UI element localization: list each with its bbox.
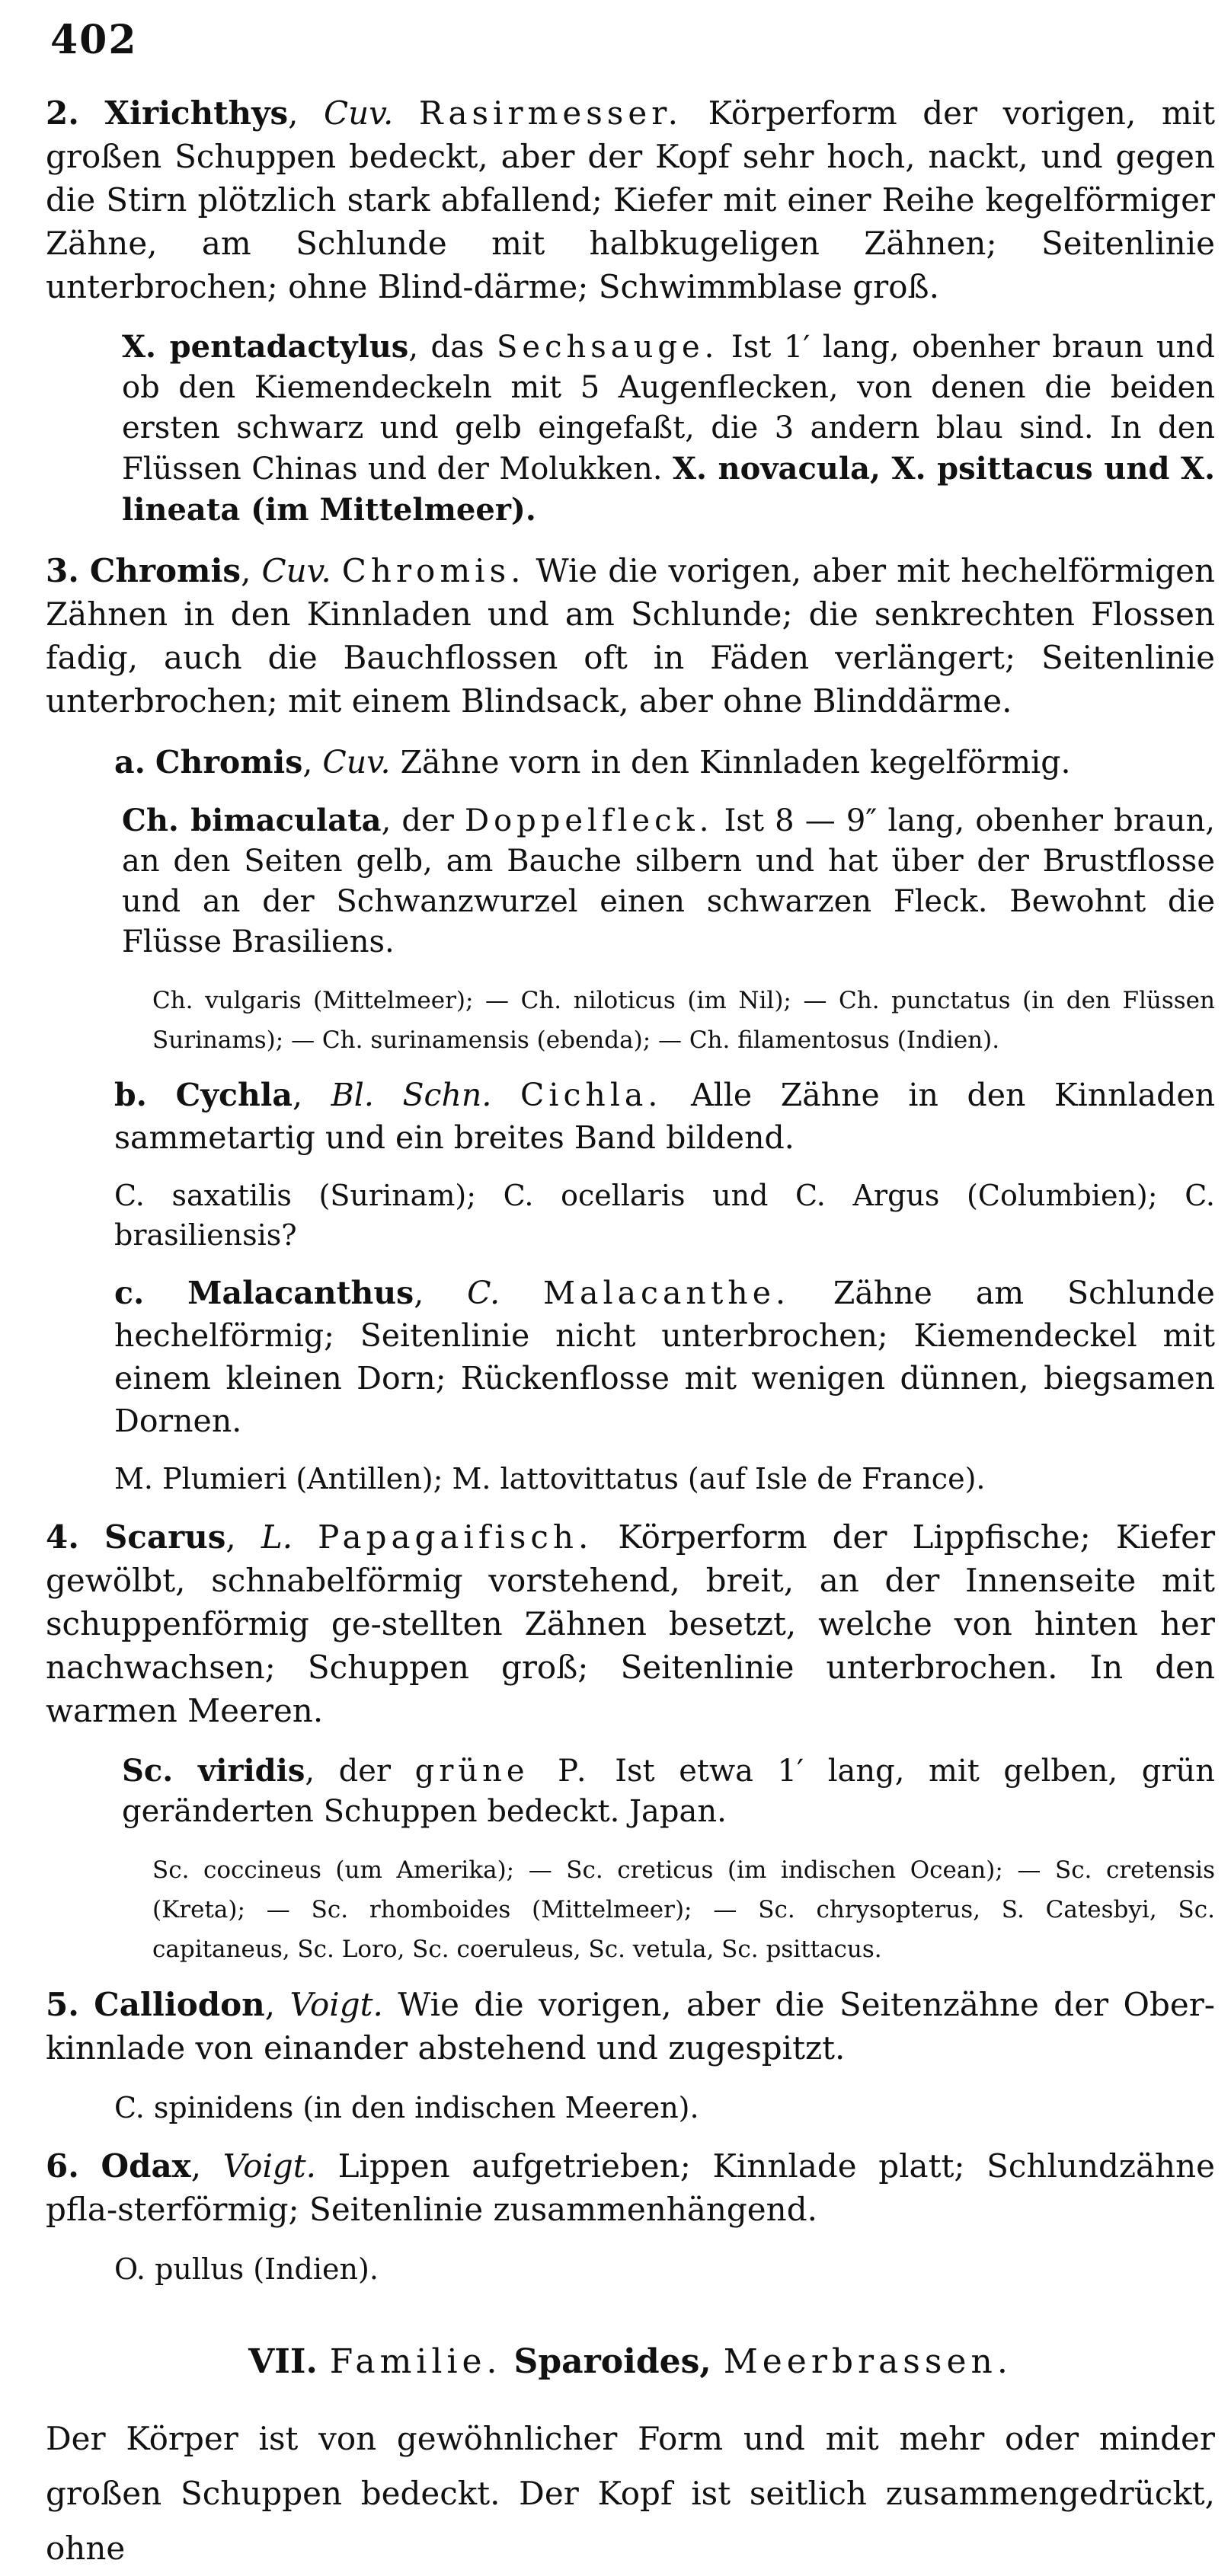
species-article: , der <box>305 1754 415 1789</box>
genus-number: 5. <box>46 1986 79 2023</box>
family-name: Sparoides, <box>513 2342 711 2381</box>
species-name: Sc. viridis <box>122 1753 305 1789</box>
subgenus-authority: Bl. Schn. <box>331 1077 492 1113</box>
genus-name: Scarus <box>104 1518 226 1556</box>
genus-description: Körperform der vorigen, mit großen Schuppen bedeckt, aber der Kopf sehr hoch, nackt, und gegen die Stirn plötzlich stark abfallend; Kiefer mit einer Reihe kegelförmiger Zähne, am Schlunde mit halbkugeligen Zähnen; Seitenlinie unterbrochen; ohne Blind-därme; Schwimmblase groß. <box>46 94 1215 305</box>
subgenus-authority: Cuv. <box>322 744 391 780</box>
subgenus-letter: a. <box>114 744 145 780</box>
subgenus-b-cychla: b. Cychla, Bl. Schn. Cichla. Alle Zähne in den Kinnladen sammetartig und ein breites Band bildend. <box>114 1077 1215 1156</box>
genus-authority: Cuv. <box>324 94 394 132</box>
family-description: Der Körper ist von gewöhnlicher Form und mit mehr oder minder großen Schuppen bedeckt. Der Kopf ist seitlich zusammengedrückt, ohne <box>46 2420 1215 2567</box>
genus-name: Chromis <box>89 552 241 589</box>
genus-common-name: Chromis. <box>341 552 526 589</box>
species-bimaculata <box>46 800 1215 962</box>
genus-number: 3. <box>46 552 79 589</box>
subgenus-description: Zähne am Schlunde hechelförmig; Seitenlinie nicht unterbrochen; Kiemendeckel mit einem kleinen Dorn; Rückenflosse mit wenigen dünnen, biegsamen Dornen. <box>114 1275 1215 1439</box>
genus-number: 2. <box>46 94 79 132</box>
species-article: , das <box>408 330 497 365</box>
page-content <box>46 91 1215 2576</box>
genus-odax: 6. Odax, Voigt. Lippen aufgetrieben; Kinnlade platt; Schlundzähne pfla-sterförmig; Seitenlinie zusammenhängend. <box>46 2147 1215 2228</box>
family-word: Familie. <box>329 2342 502 2381</box>
related-species: X. novacula, X. psittacus und X. lineata (im Mittelmeer). <box>122 451 1216 528</box>
genus-calliodon: 5. Calliodon, Voigt. Wie die vorigen, aber die Seitenzähne der Ober-kinnlade von einander abstehend und zugespitzt. <box>46 1986 1215 2067</box>
genus-common-name: Papagaifisch. <box>318 1518 593 1556</box>
species-pentadactylus <box>46 327 1215 531</box>
family-heading <box>46 2342 1215 2381</box>
genus-authority: Voigt. <box>289 1986 383 2023</box>
genus-scarus: 4. Scarus, L. Papagaifisch. Körperform der Lippfische; Kiefer gewölbt, schnabelförmig vorstehend, breit, an der Innenseite mit schuppenförmig ge-stellten Zähnen besetzt, welche von hinten her nachwachsen; Schuppen groß; Seitenlinie unterbrochen. In den warmen Meeren. <box>46 1518 1216 1729</box>
genus-number: 4. <box>46 1518 79 1556</box>
species-list-cychla: C. saxatilis (Surinam); C. ocellaris und C. Argus (Columbien); C. brasiliensis? <box>114 1179 1215 1252</box>
genus-common-name: Rasirmesser. <box>418 94 683 132</box>
subgenus-name: Cychla <box>175 1077 293 1113</box>
genus-authority: Cuv. <box>261 552 331 589</box>
genus-name: Xirichthys <box>104 94 289 132</box>
species-description: Ist etwa 1′ lang, mit gelben, grün geränderten Schuppen bedeckt. Japan. <box>122 1754 1216 1829</box>
species-name: X. pentadactylus <box>122 329 409 365</box>
subgenus-description: Zähne vorn in den Kinnladen kegelförmig. <box>400 744 1071 780</box>
subgenus-common-name: Malacanthe. <box>543 1275 791 1311</box>
subgenus-letter: b. <box>114 1077 147 1113</box>
subgenus-description: Alle Zähne in den Kinnladen sammetartig und ein breites Band bildend. <box>114 1077 1215 1156</box>
genus-authority: L. <box>261 1518 293 1556</box>
species-name: Ch. bimaculata <box>122 803 382 838</box>
species-article: , der <box>381 803 465 838</box>
family-common-name: Meerbrassen. <box>723 2342 1012 2381</box>
small-species-note-chromis: Ch. vulgaris (Mittelmeer); — Ch. niloticus (im Nil); — Ch. punctatus (in den Flüssen Surinams); — Ch. surinamensis (ebenda); — Ch. filamentosus (Indien). <box>152 987 1215 1054</box>
species-common-name: grüne P. <box>414 1754 591 1789</box>
family-number: VII. <box>248 2342 318 2381</box>
subgenus-common-name: Cichla. <box>520 1077 663 1113</box>
genus-name: Odax <box>101 2147 191 2185</box>
species-list-malacanthus: M. Plumieri (Antillen); M. lattovittatus (auf Isle de France). <box>114 1462 986 1495</box>
species-spinidens: C. spinidens (in den indischen Meeren). <box>114 2091 699 2124</box>
species-viridis <box>46 1751 1215 1832</box>
small-species-note-scarus: Sc. coccineus (um Amerika); — Sc. creticus (im indischen Ocean); — Sc. cretensis (Kreta); — Sc. rhomboides (Mittelmeer); — Sc. chrysopterus, S. Catesbyi, Sc. capitaneus, Sc. Loro, Sc. coeruleus, Sc. vetula, Sc. psittacus. <box>152 1856 1215 1963</box>
genus-number: 6. <box>46 2147 79 2185</box>
genus-name: Calliodon <box>94 1986 265 2023</box>
species-common-name: Sechsauge. <box>497 330 719 365</box>
species-common-name: Doppelfleck. <box>465 803 714 838</box>
genus-xirichthys: 2. Xirichthys, Cuv. Rasirmesser. Körperform der vorigen, mit großen Schuppen bedeckt, aber der Kopf sehr hoch, nackt, und gegen die Stirn plötzlich stark abfallend; Kiefer mit einer Reihe kegelförmiger Zähne, am Schlunde mit halbkugeligen Zähnen; Seitenlinie unterbrochen; ohne Blind-därme; Schwimmblase groß. <box>46 94 1215 305</box>
genus-description: Wie die vorigen, aber mit hechelförmigen Zähnen in den Kinnladen und am Schlunde; die senkrechten Flossen fadig, auch die Bauchflossen oft in Fäden verlängert; Seitenlinie unterbrochen; mit einem Blindsack, aber ohne Blinddärme. <box>46 552 1216 720</box>
species-description: Ist 1′ lang, obenher braun und ob den Kiemendeckeln mit 5 Augenflecken, von denen die beiden ersten schwarz und gelb eingefaßt, die 3 andern blau sind. In den Flüssen Chinas und der Molukken. <box>122 330 1215 487</box>
page-number: 402 <box>50 17 138 63</box>
subgenus-name: Chromis <box>155 744 303 780</box>
genus-chromis: 3. Chromis, Cuv. Chromis. Wie die vorigen, aber mit hechelförmigen Zähnen in den Kinnladen und am Schlunde; die senkrechten Flossen fadig, auch die Bauchflossen oft in Fäden verlängert; Seitenlinie unterbrochen; mit einem Blindsack, aber ohne Blinddärme. <box>46 552 1216 720</box>
species-pullus: O. pullus (Indien). <box>114 2252 379 2286</box>
subgenus-name: Malacanthus <box>187 1275 414 1311</box>
subgenus-c-malacanthus: c. Malacanthus, C. Malacanthe. Zähne am Schlunde hechelförmig; Seitenlinie nicht unterbrochen; Kiemendeckel mit einem kleinen Dorn; Rückenflosse mit wenigen dünnen, biegsamen Dornen. <box>114 1275 1215 1439</box>
genus-description: Körperform der Lippfische; Kiefer gewölbt, schnabelförmig vorstehend, breit, an der Innenseite mit schuppenförmig ge-stellten Zähnen besetzt, welche von hinten her nachwachsen; Schuppen groß; Seitenlinie unterbrochen. In den warmen Meeren. <box>46 1518 1216 1729</box>
genus-description: Lippen aufgetrieben; Kinnlade platt; Schlundzähne pfla-sterförmig; Seitenlinie zusammenhängend. <box>46 2147 1215 2228</box>
subgenus-a-chromis: a. Chromis, Cuv. Zähne vorn in den Kinnladen kegelförmig. <box>114 744 1071 780</box>
species-description: Ist 8 — 9″ lang, obenher braun, an den Seiten gelb, am Bauche silbern und hat über der Brustflosse und an der Schwanzwurzel einen schwarzen Fleck. Bewohnt die Flüsse Brasiliens. <box>122 803 1215 959</box>
genus-description: Wie die vorigen, aber die Seitenzähne der Ober-kinnlade von einander abstehend und zugespitzt. <box>46 1986 1215 2067</box>
genus-authority: Voigt. <box>222 2147 317 2185</box>
subgenus-letter: c. <box>114 1275 145 1311</box>
subgenus-authority: C. <box>467 1275 500 1311</box>
